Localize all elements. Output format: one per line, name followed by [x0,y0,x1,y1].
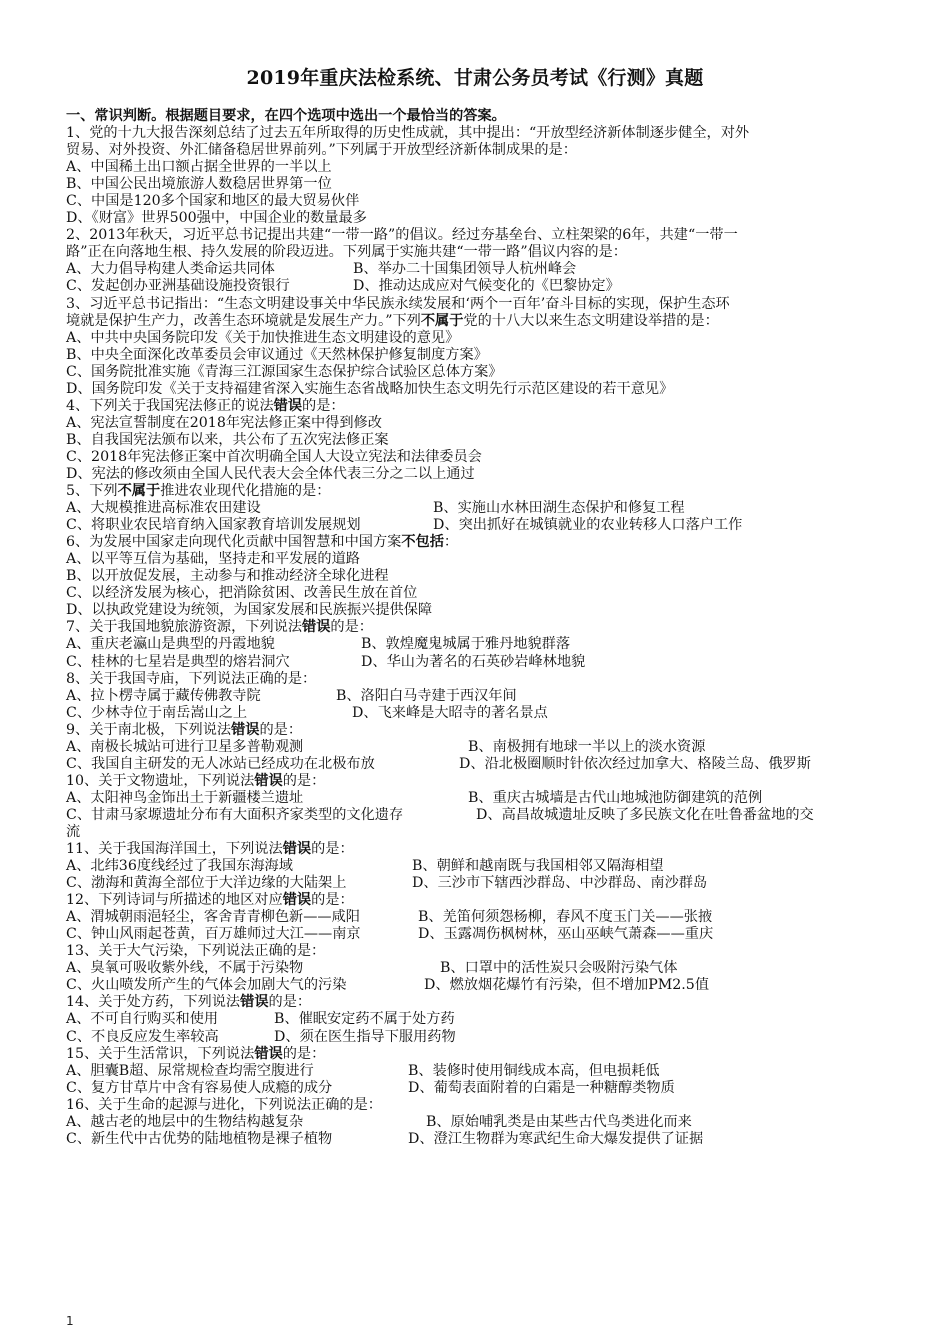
q9-options-ab [66,739,886,756]
q2-option-c: C、发起创办亚洲基础设施投资银行 [66,278,290,295]
q7-option-d: D、华山为著名的石英砂岩峰林地貌 [361,653,586,670]
q4-option-a: A、宪法宣誓制度在2018年宪法修正案中得到修改 [66,414,382,431]
q16-option-b: B、原始哺乳类是由某些古代鸟类进化而来 [426,1113,692,1130]
q8-option-d: D、飞来峰是大昭寺的著名景点 [352,704,548,721]
q10-option-d: D、高昌故城遗址反映了多民族文化在吐鲁番盆地的交 [476,806,814,823]
q7-option-b: B、敦煌魔鬼城属于雅丹地貌群落 [361,636,571,653]
q12-option-b: B、羌笛何须怨杨柳，春风不度玉门关——张掖 [418,909,713,926]
q1-option-b: B、中国公民出境旅游人数稳居世界第一位 [66,176,332,193]
q13-option-b: B、口罩中的活性炭只会吸附污染气体 [440,960,678,977]
q10-option-c: C、甘肃马家塬遗址分布有大面积齐家类型的文化遗存 [66,806,404,823]
q10-option-d-cont: 流 [66,823,81,840]
q15-option-a: A、胆囊B超、尿常规检查均需空腹进行 [66,1062,314,1079]
q9-option-c: C、我国自主研发的无人冰站已经成功在北极布放 [66,755,375,772]
q10-text-end: 的是： [282,772,326,789]
question-12 [66,892,886,909]
q8-options-cd [66,705,886,722]
q12-options-ab [66,909,886,926]
q4-option-c: C、2018年宪法修正案中首次明确全国人大设立宪法和法律委员会 [66,448,482,465]
q6-keyword: 不包括 [401,534,444,551]
q10-options-cd [66,807,886,824]
q14-option-b: B、催眠安定药不属于处方药 [274,1011,455,1028]
q14-options-cd [66,1029,886,1046]
q11-option-d: D、三沙市下辖西沙群岛、中沙群岛、南沙群岛 [412,875,708,892]
q7-text: 7、关于我国地貌旅游资源，下列说法 [66,619,303,636]
q9-text-end: 的是： [259,721,303,738]
q9-option-a: A、南极长城站可进行卫星多普勒观测 [66,738,304,755]
q14-text: 14、关于处方药，下列说法 [66,994,241,1011]
q3-option-b: B、中央全面深化改革委员会审议通过《天然林保护修复制度方案》 [66,346,488,363]
question-7 [66,619,886,636]
q9-option-d: D、沿北极圈顺时针依次经过加拿大、格陵兰岛、俄罗斯 [459,755,811,772]
q9-option-b: B、南极拥有地球一半以上的淡水资源 [468,738,706,755]
q11-keyword: 错误 [282,841,312,858]
question-16: 16、关于生命的起源与进化，下列说法正确的是： [66,1096,382,1113]
question-8: 8、关于我国寺庙，下列说法正确的是： [66,670,317,687]
q5-option-b: B、实施山水林田湖生态保护和修复工程 [433,500,685,517]
q10-keyword: 错误 [254,772,283,789]
q13-option-c: C、火山喷发所产生的气体会加剧大气的污染 [66,977,347,994]
q2-options-cd [66,278,886,295]
q11-text: 11、关于我国海洋国土，下列说法 [66,841,283,858]
q14-option-c: C、不良反应发生率较高 [66,1028,219,1045]
q2-option-a: A、大力倡导构建人类命运共同体 [66,261,275,278]
q12-options-cd [66,926,886,943]
q14-text-end: 的是： [268,994,312,1011]
q6-option-a: A、以平等互信为基础，坚持走和平发展的道路 [66,551,360,568]
question-1: 1、党的十九大报告深刻总结了过去五年所取得的历史性成就，其中提出：“开放型经济新体制逐步健全，对外 [66,125,750,142]
q15-options-cd [66,1080,886,1097]
question-1-cont: 贸易、对外投资、外汇储备稳居世界前列。”下列属于开放型经济新体制成果的是： [66,142,577,159]
q16-option-d: D、澄江生物群为寒武纪生命大爆发提供了证据 [408,1130,704,1147]
q7-option-a: A、重庆老瀛山是典型的丹霞地貌 [66,636,275,653]
q4-text-end: 的是： [302,397,345,414]
q6-option-d: D、以执政党建设为统领，为国家发展和民族振兴提供保障 [66,602,433,619]
question-3: 3、习近平总书记指出：“生态文明建设事关中华民族永续发展和‘两个一百年’奋斗目标的实现，保护生态环 [66,295,730,312]
q16-options-ab [66,1114,886,1131]
question-3-cont [66,313,886,330]
q12-option-d: D、玉露凋伤枫树林，巫山巫峡气萧森——重庆 [418,926,714,943]
q7-text-end: 的是： [330,619,373,636]
question-14 [66,994,886,1011]
q10-option-a: A、太阳神鸟金饰出土于新疆楼兰遗址 [66,789,304,806]
q15-options-ab [66,1063,886,1080]
question-10 [66,773,886,790]
q14-option-d: D、须在医生指导下服用药物 [274,1028,456,1045]
question-9 [66,722,886,739]
q4-keyword: 错误 [273,397,303,414]
q5-text-end: 推进农业现代化措施的是： [160,483,331,500]
q2-option-b: B、举办二十国集团领导人杭州峰会 [353,261,577,278]
q11-options-ab [66,858,886,875]
q13-option-a: A、臭氧可吸收紫外线，不属于污染物 [66,960,304,977]
q12-option-a: A、渭城朝雨浥轻尘，客舍青青柳色新——咸阳 [66,909,360,926]
q6-option-c: C、以经济发展为核心，把消除贫困、改善民生放在首位 [66,585,418,602]
q4-text: 4、下列关于我国宪法修正的说法 [66,397,274,414]
q11-option-c: C、渤海和黄海全部位于大洋边缘的大陆架上 [66,875,347,892]
q5-keyword: 不属于 [117,483,161,500]
document-body [66,108,886,1148]
q15-option-c: C、复方甘草片中含有容易使人成瘾的成分 [66,1079,333,1096]
q7-options-ab [66,636,886,653]
q10-text: 10、关于文物遗址，下列说法 [66,772,255,789]
q3-keyword: 不属于 [420,312,464,329]
q8-options-ab [66,688,886,705]
page-number: 1 [66,1314,74,1328]
question-11 [66,841,886,858]
q3-option-a: A、中共中央国务院印发《关于加快推进生态文明建设的意见》 [66,329,460,346]
q4-option-d: D、宪法的修改须由全国人民代表大会全体代表三分之二以上通过 [66,465,475,482]
q11-option-b: B、朝鲜和越南既与我国相邻又隔海相望 [412,858,664,875]
q7-options-cd [66,654,886,671]
question-4 [66,398,886,415]
q5-option-c: C、将职业农民培育纳入国家教育培训发展规划 [66,517,361,534]
q12-text-end: 的是： [311,892,354,909]
q15-option-b: B、装修时使用铜线成本高，但电损耗低 [408,1062,660,1079]
q5-option-d: D、突出抓好在城镇就业的农业转移人口落户工作 [433,517,743,534]
q6-text: 6、为发展中国家走向现代化贡献中国智慧和中国方案 [66,534,402,551]
q14-options-ab [66,1011,886,1028]
q13-option-d: D、燃放烟花爆竹有污染，但不增加PM2.5值 [424,977,710,994]
q16-option-c: C、新生代中古优势的陆地植物是裸子植物 [66,1130,333,1147]
q8-option-a: A、拉卜楞寺属于藏传佛教寺院 [66,687,261,704]
q1-option-c: C、中国是120多个国家和地区的最大贸易伙伴 [66,193,360,210]
q10-option-b: B、重庆古城墙是古代山地城池防御建筑的范例 [468,789,763,806]
q3-option-d: D、国务院印发《关于支持福建省深入实施生态省战略加快生态文明先行示范区建设的若干意见》 [66,380,674,397]
q12-keyword: 错误 [282,892,312,909]
q9-options-cd [66,756,886,773]
section-heading: 一、常识判断。根据题目要求，在四个选项中选出一个最恰当的答案。 [66,108,506,124]
q11-option-a: A、北纬36度线经过了我国东海海域 [66,858,293,875]
q11-options-cd [66,875,886,892]
page-title: 2019年重庆法检系统、甘肃公务员考试《行测》真题 [246,67,704,89]
q7-keyword: 错误 [302,619,331,636]
q1-option-d: D、《财富》世界500强中，中国企业的数量最多 [66,210,367,227]
q12-option-c: C、钟山风雨起苍黄，百万雄师过大江——南京 [66,926,361,943]
q9-text: 9、关于南北极，下列说法 [66,721,232,738]
q13-options-cd [66,977,886,994]
q5-options-ab [66,500,886,517]
q4-option-b: B、自我国宪法颁布以来，共公布了五次宪法修正案 [66,431,389,448]
question-13: 13、关于大气污染，下列说法正确的是： [66,943,326,960]
q16-options-cd [66,1131,886,1148]
q16-option-a: A、越古老的地层中的生物结构越复杂 [66,1113,304,1130]
q12-text: 12、下列诗词与所描述的地区对应 [66,892,283,909]
q14-keyword: 错误 [240,994,269,1011]
question-2: 2、2013年秋天，习近平总书记提出共建“一带一路”的倡议。经过夯基垒台、立柱架梁的6年，共建“一带一 [66,227,738,244]
q14-option-a: A、不可自行购买和使用 [66,1011,219,1028]
q3-text: 境就是保护生产力，改善生态环境就是发展生产力。”下列 [66,312,421,329]
q5-option-a: A、大规模推进高标准农田建设 [66,500,261,517]
q5-text: 5、下列 [66,483,118,500]
q15-text-end: 的是： [282,1045,326,1062]
q7-option-c: C、桂林的七星岩是典型的熔岩洞穴 [66,653,290,670]
q6-option-b: B、以开放促发展，主动参与和推动经济全球化进程 [66,568,389,585]
q15-text: 15、关于生活常识，下列说法 [66,1045,255,1062]
q3-option-c: C、国务院批准实施《青海三江源国家生态保护综合试验区总体方案》 [66,363,503,380]
q8-option-b: B、洛阳白马寺建于西汉年间 [336,687,517,704]
question-5 [66,483,886,500]
question-6 [66,534,886,551]
q3-text-end: 党的十八大以来生态文明建设举措的是： [463,312,719,329]
q6-text-end: ： [443,534,459,551]
q13-options-ab [66,960,886,977]
q10-options-ab [66,790,886,807]
q5-options-cd [66,517,886,534]
question-2-cont: 路”正在向落地生根、持久发展的阶段迈进。下列属于实施共建“一带一路”倡议内容的是： [66,244,627,261]
q9-keyword: 错误 [231,721,260,738]
q11-text-end: 的是： [311,841,354,858]
q2-option-d: D、推动达成应对气候变化的《巴黎协定》 [353,278,620,295]
q1-option-a: A、中国稀土出口额占据全世界的一半以上 [66,159,332,176]
q15-keyword: 错误 [254,1045,283,1062]
q15-option-d: D、葡萄表面附着的白霜是一种糖醇类物质 [408,1079,675,1096]
question-15 [66,1046,886,1063]
q2-options-ab [66,261,886,278]
q8-option-c: C、少林寺位于南岳嵩山之上 [66,704,248,721]
